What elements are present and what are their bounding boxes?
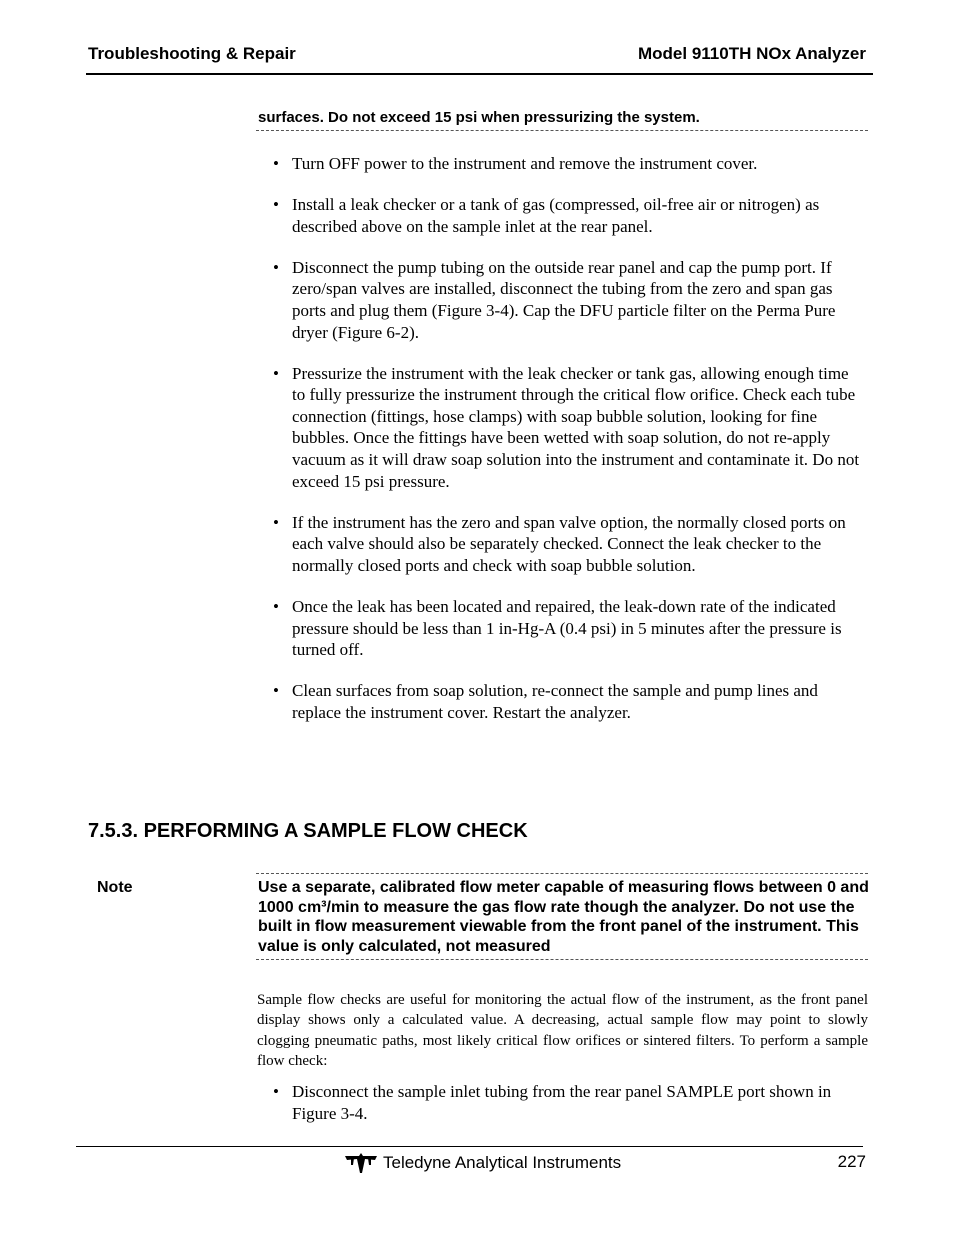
warning-continuation: surfaces. Do not exceed 15 psi when pressurizing the system. [258, 109, 700, 126]
warning-divider [256, 130, 868, 131]
page-footer [345, 1151, 621, 1175]
header-chapter-title: Troubleshooting & Repair [88, 44, 296, 63]
list-item: • Turn OFF power to the instrument and remove the instrument cover. [258, 153, 866, 175]
footer-rule [76, 1146, 863, 1147]
teledyne-logo-icon [345, 1153, 377, 1173]
list-item: • If the instrument has the zero and span valve option, the normally closed ports on each valve should also be separately checked. Connect the leak checker to the normally closed ports and check with soap bubble solution. [258, 512, 866, 577]
note-text: Use a separate, calibrated flow meter capable of measuring flows between 0 and 1000 cm³/min to measure the gas flow rate though the analyzer. Do not use the built in flow measurement viewable from the front panel of the instrument. This value is only calculated, not measured [258, 879, 869, 955]
list-item: • Clean surfaces from soap solution, re-connect the sample and pump lines and replace the instrument cover. Restart the analyzer. [258, 680, 866, 723]
section-heading: 7.5.3. PERFORMING A SAMPLE FLOW CHECK [88, 820, 528, 842]
note-label: Note [97, 879, 133, 896]
footer-company: Teledyne Analytical Instruments [383, 1153, 622, 1172]
list-item: • Install a leak checker or a tank of gas (compressed, oil-free air or nitrogen) as described above on the sample inlet at the rear panel. [258, 194, 866, 237]
note-top-divider [256, 873, 868, 874]
flow-check-steps [258, 1081, 866, 1124]
header-model-title: Model 9110TH NOx Analyzer [637, 44, 866, 63]
page-header [88, 44, 866, 66]
header-rule [86, 73, 873, 75]
list-item: • Disconnect the pump tubing on the outside rear panel and cap the pump port. If zero/span valves are installed, disconnect the tubing from the zero and span gas ports and plug them (Figure 3-4). Cap the DFU particle filter on the Perma Pure dryer (Figure 6-2). [258, 257, 866, 343]
list-item: • Pressurize the instrument with the leak checker or tank gas, allowing enough time to fully pressurize the instrument through the critical flow orifice. Check each tube connection (fittings, hose clamps) with soap bubble solution, looking for fine bubbles. Once the fittings have been wetted with soap solution, do not re-apply vacuum as it will draw soap solution into the instrument and contaminate it. Do not exceed 15 psi pressure. [258, 363, 866, 493]
note-bottom-divider [256, 959, 868, 960]
list-item: • Once the leak has been located and repaired, the leak-down rate of the indicated pressure should be less than 1 in-Hg-A (0.4 psi) in 5 minutes after the pressure is turned off. [258, 596, 866, 661]
page-number: 227 [837, 1152, 866, 1171]
list-item: • Disconnect the sample inlet tubing from the rear panel SAMPLE port shown in Figure 3-4. [258, 1081, 866, 1124]
leak-check-steps [258, 153, 866, 743]
flow-check-paragraph: Sample flow checks are useful for monitoring the actual flow of the instrument, as the front panel display shows only a calculated value. A decreasing, actual sample flow may point to slowly clogging pneumatic paths, most likely critical flow orifices or sintered filters. To perform a sample flow check: [257, 992, 868, 1069]
